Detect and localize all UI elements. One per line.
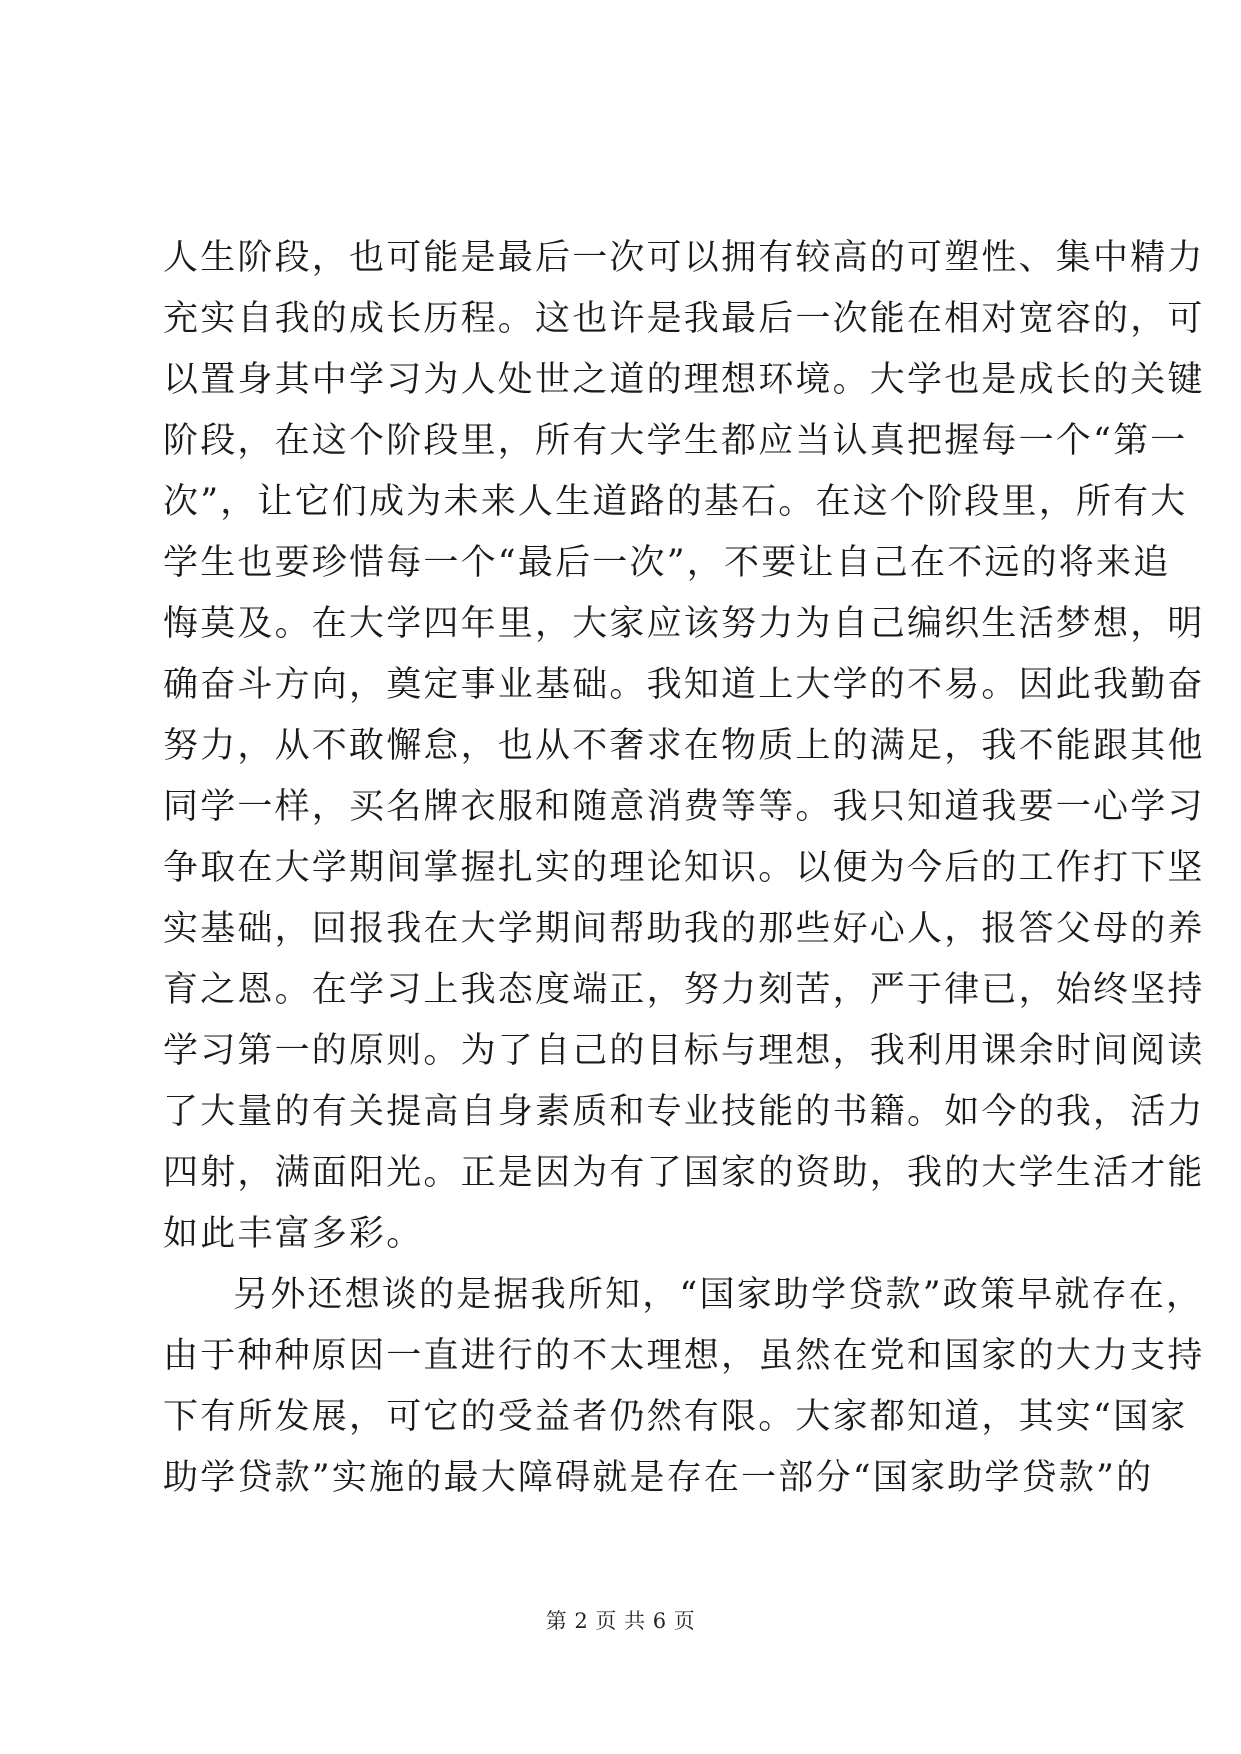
text-line: 学生也要珍惜每一个“最后一次”，不要让自己在不远的将来追 bbox=[163, 543, 1171, 583]
document-body bbox=[163, 228, 1205, 1509]
text-line: 学习第一的原则。为了自己的目标与理想，我利用课余时间阅读 bbox=[163, 1031, 1205, 1071]
text-line: 同学一样，买名牌衣服和随意消费等等。我只知道我要一心学习 bbox=[163, 787, 1205, 827]
text-line: 由于种种原因一直进行的不太理想，虽然在党和国家的大力支持 bbox=[163, 1336, 1205, 1376]
text-line: 助学贷款”实施的最大障碍就是存在一部分“国家助学贷款”的 bbox=[163, 1458, 1154, 1498]
text-line: 了大量的有关提高自身素质和专业技能的书籍。如今的我，活力 bbox=[163, 1092, 1205, 1132]
text-line: 四射，满面阳光。正是因为有了国家的资助，我的大学生活才能 bbox=[163, 1153, 1205, 1193]
text-line: 悔莫及。在大学四年里，大家应该努力为自己编织生活梦想，明 bbox=[163, 604, 1205, 644]
paragraph-first-line: 另外还想谈的是据我所知，“国家助学贷款”政策早就存在， bbox=[233, 1275, 1204, 1315]
text-line: 次”，让它们成为未来人生道路的基石。在这个阶段里，所有大 bbox=[163, 482, 1188, 522]
text-line: 育之恩。在学习上我态度端正，努力刻苦，严于律已，始终坚持 bbox=[163, 970, 1205, 1010]
text-line: 确奋斗方向，奠定事业基础。我知道上大学的不易。因此我勤奋 bbox=[163, 665, 1205, 705]
text-line: 下有所发展，可它的受益者仍然有限。大家都知道，其实“国家 bbox=[163, 1397, 1188, 1437]
text-line: 人生阶段，也可能是最后一次可以拥有较高的可塑性、集中精力 bbox=[163, 238, 1205, 278]
page-number-footer: 第 2 页 共 6 页 bbox=[545, 1609, 696, 1633]
text-line: 充实自我的成长历程。这也许是我最后一次能在相对宽容的，可 bbox=[163, 299, 1205, 339]
text-line: 争取在大学期间掌握扎实的理论知识。以便为今后的工作打下坚 bbox=[163, 848, 1205, 888]
text-line: 阶段，在这个阶段里，所有大学生都应当认真把握每一个“第一 bbox=[163, 421, 1188, 461]
text-line: 努力，从不敢懈怠，也从不奢求在物质上的满足，我不能跟其他 bbox=[163, 726, 1205, 766]
text-line: 以置身其中学习为人处世之道的理想环境。大学也是成长的关键 bbox=[163, 360, 1205, 400]
text-line: 如此丰富多彩。 bbox=[163, 1214, 424, 1254]
text-line: 实基础，回报我在大学期间帮助我的那些好心人，报答父母的养 bbox=[163, 909, 1205, 949]
